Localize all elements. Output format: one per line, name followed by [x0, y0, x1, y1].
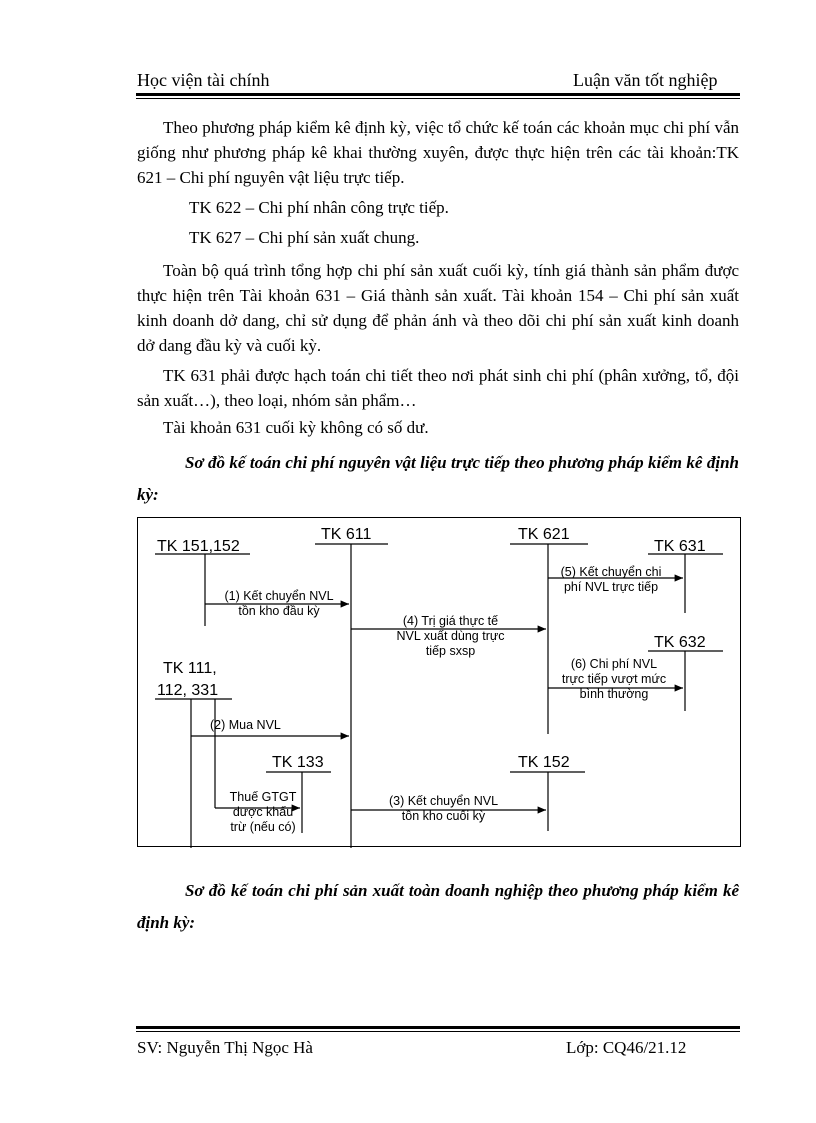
paragraph-tk631-detail: TK 631 phải được hạch toán chi tiết theo nơi phát sinh chi phí (phân xưởng, tổ, đội sản xuất…), theo loại, nhóm sản phẩm…: [137, 366, 739, 410]
account-tk133: TK 133: [272, 754, 324, 771]
header-rule: [136, 93, 740, 96]
account-tk631: TK 631: [654, 538, 706, 555]
paragraph-method: Theo phương pháp kiểm kê định kỳ, việc tổ chức kế toán các khoản mục chi phí vẫn giống như phương pháp kê khai thường xuyên, được thực hiện trên các tài khoản:TK 621 – Chi phí nguyên vật liệu trực tiếp.: [137, 118, 739, 187]
account-tk151: TK 151,152: [157, 538, 240, 555]
label-entry-4: (4) Trị giá thực tế NVL xuất dùng trực tiếp sxsp: [396, 614, 505, 658]
list-item-tk622: TK 622 – Chi phí nhân công trực tiếp.: [189, 198, 449, 217]
account-tk152: TK 152: [518, 754, 570, 771]
label-entry-3: (3) Kết chuyển NVL tồn kho cuối kỳ: [388, 794, 499, 823]
header-institution: Học viện tài chính: [137, 70, 270, 90]
accounting-diagram: [137, 517, 741, 847]
account-tk621: TK 621: [518, 526, 570, 543]
account-tk111-line1: TK 111,: [163, 660, 217, 677]
paragraph-no-balance: Tài khoản 631 cuối kỳ không có số dư.: [163, 418, 429, 437]
label-tax: Thuế GTGT được khấu trừ (nếu có): [229, 790, 297, 834]
heading-diagram-2: Sơ đồ kế toán chi phí sản xuất toàn doanh nghiệp theo phương pháp kiểm kê định kỳ:: [137, 881, 739, 932]
footer-class: Lớp: CQ46/21.12: [566, 1038, 687, 1057]
label-entry-6: (6) Chi phí NVL trực tiếp vượt mức bình thường: [561, 657, 667, 701]
header-doc-type: Luận văn tốt nghiệp: [573, 70, 718, 90]
footer-student: SV: Nguyễn Thị Ngọc Hà: [137, 1038, 313, 1057]
account-tk632: TK 632: [654, 634, 706, 651]
footer-rule: [136, 1026, 740, 1029]
list-item-tk627: TK 627 – Chi phí sản xuất chung.: [189, 228, 420, 247]
paragraph-tk631: Toàn bộ quá trình tổng hợp chi phí sản xuất cuối kỳ, tính giá thành sản phẩm được thực hiện trên Tài khoản 631 – Giá thành sản xuất. Tài khoản 154 – Chi phí sản xuất kinh doanh dở dang, chỉ sử dụng để phản ánh và theo dõi chi phí sản xuất kinh doanh dở dang đầu kỳ và cuối kỳ.: [137, 261, 739, 355]
account-tk111-line2: 112, 331: [157, 682, 219, 699]
heading-diagram-1: Sơ đồ kế toán chi phí nguyên vật liệu trực tiếp theo phương pháp kiểm kê định kỳ:: [137, 453, 739, 504]
label-entry-1: (1) Kết chuyển NVL tồn kho đầu kỳ: [224, 589, 334, 618]
label-entry-5: (5) Kết chuyển chi phí NVL trực tiếp: [560, 565, 662, 594]
header-rule-thin: [136, 98, 740, 99]
footer-rule-thin: [136, 1031, 740, 1032]
account-tk611: TK 611: [321, 526, 372, 543]
label-entry-2: (2) Mua NVL: [210, 718, 281, 732]
